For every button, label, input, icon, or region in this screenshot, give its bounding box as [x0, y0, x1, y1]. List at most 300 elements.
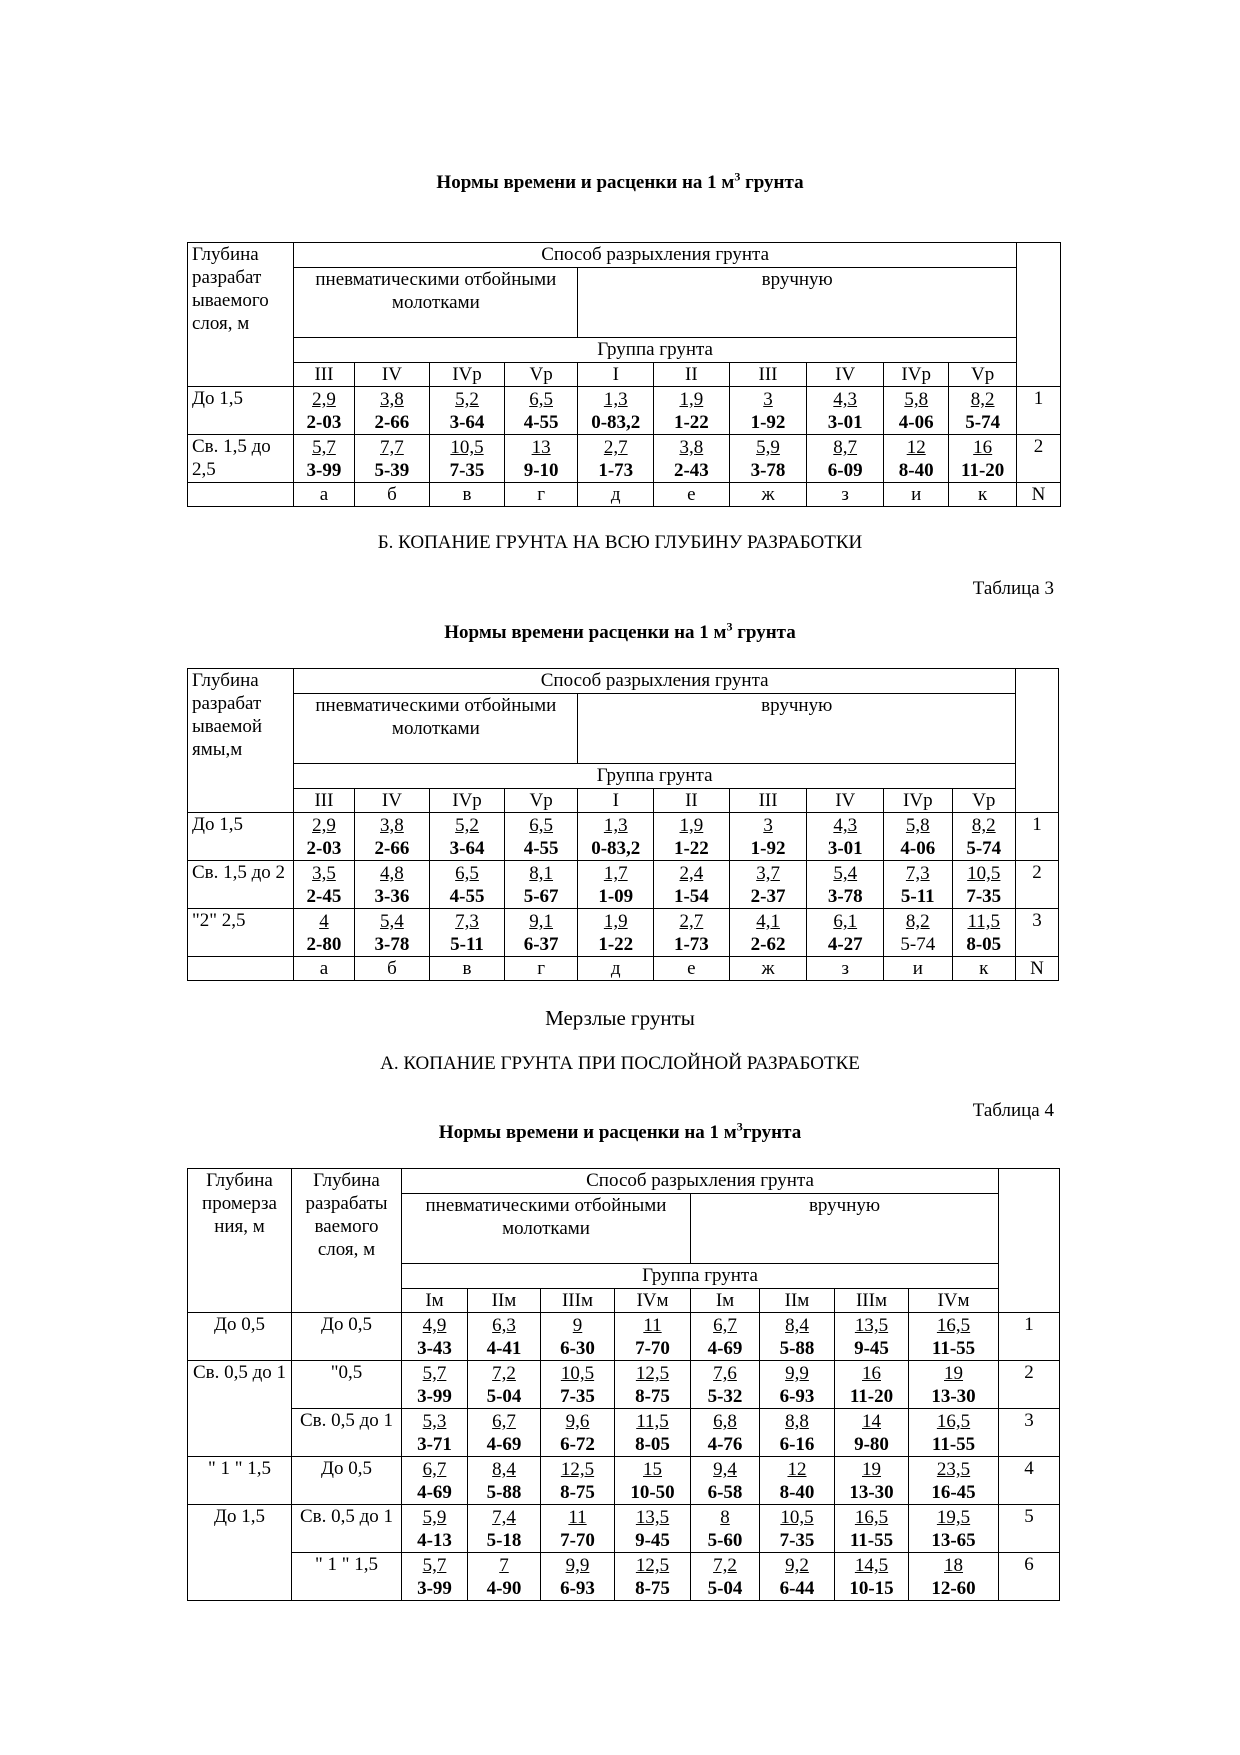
rate: 8-75 [560, 1482, 595, 1503]
rate: 6-93 [779, 1386, 815, 1407]
norm-time: 3 [763, 389, 773, 410]
value-cell [691, 1553, 760, 1601]
rate: 1-22 [673, 412, 709, 433]
rate: 3-64 [449, 412, 485, 433]
rate: 6-93 [560, 1578, 595, 1599]
soil-group-4: IVм [615, 1289, 691, 1313]
rate: 1-22 [673, 838, 709, 859]
norm-time: 5,7 [422, 1363, 447, 1384]
method-header: Способ разрыхления грунта [402, 1169, 999, 1194]
row-label: До 1,5 [188, 387, 294, 435]
norm-time: 4,3 [833, 389, 858, 410]
soil-group-2: IIм [468, 1289, 541, 1313]
rate: 5-32 [707, 1386, 743, 1407]
value-cell [691, 1313, 760, 1361]
value-cell [729, 861, 807, 909]
value-cell [884, 387, 949, 435]
norm-time: 4,9 [422, 1315, 447, 1336]
norm-time: 6,5 [529, 389, 553, 410]
rate: 6-72 [560, 1434, 595, 1455]
value-cell [294, 861, 354, 909]
pneumatic-header: пневматическими отбойными молотками [294, 268, 578, 338]
layer-depth: Св. 0,5 до 1 [292, 1409, 402, 1457]
soil-group-1: Iм [402, 1289, 468, 1313]
rate: 9-45 [635, 1530, 670, 1551]
soil-group-8: IVм [909, 1289, 999, 1313]
rate: 1-73 [673, 934, 709, 955]
table-row [188, 1313, 1060, 1361]
table-row [188, 1409, 1060, 1457]
table-row [188, 1361, 1060, 1409]
norm-time: 1,9 [679, 389, 704, 410]
norm-time: 10,5 [967, 863, 1001, 884]
norm-time: 16,5 [936, 1411, 971, 1432]
layer-depth: " 1 " 1,5 [292, 1553, 402, 1601]
column-letter: е [654, 957, 730, 981]
value-cell [468, 1553, 541, 1601]
rate: 1-92 [750, 412, 786, 433]
norm-time: 6,5 [455, 863, 479, 884]
table-row [188, 861, 1059, 909]
row-label: Св. 1,5 до 2 [188, 861, 294, 909]
value-cell [835, 1313, 909, 1361]
norm-time: 3,5 [312, 863, 336, 884]
value-cell [835, 1409, 909, 1457]
rate: 2-37 [750, 886, 786, 907]
value-cell [729, 813, 807, 861]
norms-table-2 [187, 242, 1061, 507]
value-cell [402, 1361, 468, 1409]
norm-time: 5,8 [904, 389, 929, 410]
pneumatic-header: пневматическими отбойными молотками [402, 1194, 691, 1264]
norm-time: 9,6 [565, 1411, 590, 1432]
column-letter: а [294, 483, 354, 507]
value-cell [952, 909, 1015, 957]
norm-time: 3,8 [380, 815, 404, 836]
value-cell [402, 1409, 468, 1457]
rate: 4-90 [486, 1578, 522, 1599]
rate: 4-06 [898, 412, 934, 433]
row-number: 1 [1016, 813, 1059, 861]
freeze-depth: " 1 " 1,5 [188, 1457, 292, 1505]
rate: 5-88 [486, 1482, 522, 1503]
value-cell [430, 387, 505, 435]
column-letter: и [884, 483, 949, 507]
value-cell [578, 909, 654, 957]
column-letter: а [294, 957, 354, 981]
value-cell [615, 1409, 691, 1457]
value-cell [541, 1361, 615, 1409]
value-cell [468, 1361, 541, 1409]
value-cell [835, 1553, 909, 1601]
manual-header: вручную [578, 694, 1016, 764]
norm-time: 5,3 [422, 1411, 447, 1432]
value-cell [615, 1457, 691, 1505]
table4-label: Таблица 4 [972, 1100, 1054, 1121]
norm-time: 1,3 [603, 815, 628, 836]
rate: 13-65 [931, 1530, 976, 1551]
value-cell [729, 435, 807, 483]
rate: 7-70 [560, 1530, 595, 1551]
value-cell [654, 909, 730, 957]
rate: 11-20 [961, 460, 1005, 481]
rate: 7-35 [449, 460, 485, 481]
column-letter: ж [729, 483, 807, 507]
rate: 4-55 [523, 838, 559, 859]
pneumatic-header: пневматическими отбойными молотками [294, 694, 578, 764]
value-cell [468, 1313, 541, 1361]
manual-header: вручную [691, 1194, 999, 1264]
value-cell [835, 1457, 909, 1505]
value-cell [430, 861, 505, 909]
table-row [188, 387, 1061, 435]
rate: 5-04 [486, 1386, 522, 1407]
rate: 3-36 [374, 886, 410, 907]
row-label: "2" 2,5 [188, 909, 294, 957]
soil-group-7: IIIм [835, 1289, 909, 1313]
column-letter: б [354, 957, 430, 981]
norm-time: 1,9 [679, 815, 704, 836]
value-cell [909, 1457, 999, 1505]
norm-time: 9,9 [785, 1363, 809, 1384]
value-cell [807, 909, 884, 957]
soil-group-5: I [578, 789, 654, 813]
table-row [188, 435, 1061, 483]
norm-time: 11 [643, 1315, 662, 1336]
norm-time: 8,2 [971, 815, 996, 836]
value-cell [354, 909, 430, 957]
value-cell [949, 435, 1017, 483]
n-label: N [1016, 483, 1060, 507]
soil-group-6: IIм [760, 1289, 835, 1313]
rate: 1-22 [598, 934, 634, 955]
rate: 5-74 [900, 934, 936, 955]
value-cell [468, 1505, 541, 1553]
norm-time: 12,5 [635, 1363, 670, 1384]
soil-group-8: IV [807, 789, 884, 813]
soil-group-1: III [294, 789, 354, 813]
norm-time: 8,7 [833, 437, 858, 458]
table-row [188, 813, 1059, 861]
value-cell [654, 861, 730, 909]
norm-time: 7 [499, 1555, 509, 1576]
value-cell [504, 435, 578, 483]
n-header-blank [999, 1169, 1060, 1313]
rate: 3-99 [417, 1386, 452, 1407]
value-cell [760, 1409, 835, 1457]
value-cell [430, 813, 505, 861]
value-cell [578, 861, 654, 909]
norm-time: 12 [787, 1459, 807, 1480]
norm-time: 7,2 [713, 1555, 737, 1576]
value-cell [691, 1409, 760, 1457]
value-cell [468, 1457, 541, 1505]
norm-time: 2,7 [679, 911, 704, 932]
column-letter: г [504, 483, 578, 507]
value-cell [760, 1361, 835, 1409]
value-cell [541, 1409, 615, 1457]
rate: 6-44 [779, 1578, 815, 1599]
rate: 7-70 [635, 1338, 670, 1359]
norm-time: 19 [862, 1459, 881, 1480]
value-cell [691, 1505, 760, 1553]
rate: 5-60 [707, 1530, 743, 1551]
norm-time: 19,5 [936, 1507, 971, 1528]
value-cell [807, 861, 884, 909]
rate: 4-55 [449, 886, 485, 907]
norm-time: 10,5 [450, 437, 484, 458]
row-number: 3 [999, 1409, 1060, 1457]
n-label: N [1016, 957, 1059, 981]
norm-time: 10,5 [560, 1363, 595, 1384]
rate: 6-16 [779, 1434, 815, 1455]
value-cell [541, 1457, 615, 1505]
value-cell [468, 1409, 541, 1457]
rate: 4-27 [827, 934, 863, 955]
column-letter: г [504, 957, 578, 981]
norm-time: 4,1 [756, 911, 780, 932]
norm-time: 5,2 [455, 815, 479, 836]
column-letter: к [949, 483, 1017, 507]
soil-group-5: I [578, 363, 654, 387]
depth-header: Глубина разрабат ываемого слоя, м [188, 243, 294, 387]
norms-table-4 [187, 1168, 1060, 1601]
column-letter: д [578, 957, 654, 981]
rate: 6-09 [827, 460, 863, 481]
norm-time: 6,7 [492, 1411, 516, 1432]
rate: 11-20 [849, 1386, 894, 1407]
norm-time: 8,2 [905, 911, 930, 932]
norm-time: 2,4 [679, 863, 704, 884]
value-cell [909, 1361, 999, 1409]
value-cell [294, 435, 354, 483]
value-cell [354, 435, 430, 483]
n-header-blank [1016, 243, 1060, 387]
soil-group-2: IV [354, 789, 430, 813]
norm-time: 8,2 [970, 389, 995, 410]
rate: 10-50 [630, 1482, 675, 1503]
value-cell [541, 1553, 615, 1601]
soil-group-2: IV [354, 363, 430, 387]
rate: 4-06 [900, 838, 936, 859]
norm-time: 3,8 [679, 437, 704, 458]
value-cell [354, 387, 430, 435]
rate: 5-74 [966, 838, 1002, 859]
norm-time: 5,7 [312, 437, 336, 458]
rate: 3-78 [374, 934, 410, 955]
norm-time: 16,5 [936, 1315, 971, 1336]
value-cell [354, 813, 430, 861]
value-cell [884, 813, 952, 861]
norm-time: 10,5 [780, 1507, 814, 1528]
norm-time: 5,8 [905, 815, 930, 836]
rate: 1-09 [598, 886, 634, 907]
norm-time: 1,9 [603, 911, 628, 932]
norm-time: 11,5 [967, 911, 1001, 932]
rate: 3-99 [417, 1578, 452, 1599]
norm-time: 8 [720, 1507, 730, 1528]
section-a-heading: А. КОПАНИЕ ГРУНТА ПРИ ПОСЛОЙНОЙ РАЗРАБОТКЕ [380, 1053, 860, 1074]
rate: 9-80 [854, 1434, 889, 1455]
rate: 1-92 [750, 838, 786, 859]
norm-time: 5,7 [422, 1555, 447, 1576]
norm-time: 7,3 [455, 911, 479, 932]
value-cell [654, 813, 730, 861]
norm-time: 15 [643, 1459, 662, 1480]
rate: 2-80 [306, 934, 342, 955]
rate: 5-11 [450, 934, 484, 955]
norm-time: 16 [862, 1363, 881, 1384]
soil-group-4: Vр [504, 789, 578, 813]
rate: 13-30 [931, 1386, 976, 1407]
rate: 2-66 [374, 412, 410, 433]
norm-time: 13,5 [635, 1507, 670, 1528]
rate: 8-40 [898, 460, 934, 481]
norm-time: 8,4 [785, 1315, 809, 1336]
freeze-depth-header: Глубина промерза ния, м [188, 1169, 292, 1313]
value-cell [952, 861, 1015, 909]
rate: 5-39 [374, 460, 410, 481]
norm-time: 8,4 [492, 1459, 516, 1480]
norm-time: 7,3 [905, 863, 930, 884]
value-cell [294, 813, 354, 861]
rate: 2-66 [374, 838, 410, 859]
rate: 1-73 [598, 460, 634, 481]
rate: 3-01 [827, 412, 863, 433]
table-row [188, 1505, 1060, 1553]
layer-depth-header: Глубина разрабаты ваемого слоя, м [292, 1169, 402, 1313]
rate: 7-35 [560, 1386, 595, 1407]
table-row [188, 1553, 1060, 1601]
value-cell [354, 861, 430, 909]
layer-depth: Св. 0,5 до 1 [292, 1505, 402, 1553]
norm-time: 6,7 [422, 1459, 447, 1480]
group-header: Группа грунта [294, 338, 1017, 363]
rate: 2-03 [306, 838, 342, 859]
rate: 7-35 [966, 886, 1002, 907]
layer-depth: До 0,5 [292, 1313, 402, 1361]
value-cell [578, 435, 654, 483]
soil-group-4: Vр [504, 363, 578, 387]
value-cell [909, 1409, 999, 1457]
rate: 11-55 [931, 1338, 976, 1359]
value-cell [884, 909, 952, 957]
rate: 1-54 [673, 886, 709, 907]
soil-group-10: Vр [952, 789, 1015, 813]
row-number: 1 [1016, 387, 1060, 435]
row-label: До 1,5 [188, 813, 294, 861]
freeze-depth: Св. 0,5 до 1 [188, 1361, 292, 1457]
rate: 11-55 [849, 1530, 894, 1551]
norm-time: 14 [862, 1411, 881, 1432]
group-header: Группа грунта [294, 764, 1016, 789]
rate: 3-43 [417, 1338, 452, 1359]
value-cell [835, 1361, 909, 1409]
norm-time: 3,7 [756, 863, 780, 884]
rate: 16-45 [931, 1482, 976, 1503]
rate: 12-60 [931, 1578, 976, 1599]
norm-time: 19 [944, 1363, 964, 1384]
rate: 2-03 [306, 412, 342, 433]
value-cell [909, 1505, 999, 1553]
value-cell [430, 435, 505, 483]
table4-title: Нормы времени и расценки на 1 $м^3грунта$ [438, 1119, 802, 1143]
norm-time: 2,7 [603, 437, 628, 458]
rate: 11-55 [931, 1434, 976, 1455]
norm-time: 9,4 [713, 1459, 737, 1480]
value-cell [504, 861, 578, 909]
rate: 9-10 [523, 460, 559, 481]
rate: 4-69 [417, 1482, 452, 1503]
method-header: Способ разрыхления грунта [294, 243, 1017, 268]
soil-group-6: II [654, 789, 730, 813]
norm-time: 18 [944, 1555, 964, 1576]
value-cell [615, 1505, 691, 1553]
column-letter: е [654, 483, 730, 507]
layer-depth: "0,5 [292, 1361, 402, 1409]
rate: 4-55 [523, 412, 559, 433]
norm-time: 3 [763, 815, 773, 836]
soil-group-5: Iм [691, 1289, 760, 1313]
row-number: 3 [1016, 909, 1059, 957]
rate: 5-67 [523, 886, 559, 907]
norm-time: 5,4 [380, 911, 404, 932]
norm-time: 12,5 [635, 1555, 670, 1576]
soil-group-10: Vр [949, 363, 1017, 387]
norm-time: 9,9 [565, 1555, 590, 1576]
row-number: 6 [999, 1553, 1060, 1601]
soil-group-1: III [294, 363, 354, 387]
table2-title: Нормы времени и расценки на 1 $м^3$ грунта [436, 169, 804, 193]
depth-header: Глубина разрабат ываемой ямы,м [188, 669, 294, 813]
rate: 4-76 [707, 1434, 743, 1455]
rate: 3-99 [306, 460, 342, 481]
rate: 9-45 [854, 1338, 889, 1359]
soil-group-7: III [729, 363, 807, 387]
group-header: Группа грунта [402, 1264, 999, 1289]
value-cell [615, 1313, 691, 1361]
value-cell [430, 909, 505, 957]
rate: 5-11 [900, 886, 935, 907]
norm-time: 3,8 [380, 389, 404, 410]
value-cell [654, 435, 730, 483]
soil-group-9: IVр [884, 363, 949, 387]
soil-group-3: IIIм [541, 1289, 615, 1313]
norm-time: 4 [319, 911, 329, 932]
norm-time: 5,4 [833, 863, 858, 884]
rate: 5-04 [707, 1578, 743, 1599]
norm-time: 7,7 [380, 437, 404, 458]
rate: 13-30 [849, 1482, 894, 1503]
norm-time: 2,9 [312, 815, 336, 836]
value-cell [541, 1313, 615, 1361]
value-cell [949, 387, 1017, 435]
norm-time: 4,3 [833, 815, 858, 836]
value-cell [884, 435, 949, 483]
value-cell [909, 1313, 999, 1361]
norm-time: 1,7 [603, 863, 628, 884]
norm-time: 11,5 [636, 1411, 669, 1432]
rate: 5-18 [486, 1530, 522, 1551]
norm-time: 12 [906, 437, 926, 458]
value-cell [807, 387, 884, 435]
norm-time: 6,8 [713, 1411, 737, 1432]
rate: 4-13 [417, 1530, 452, 1551]
soil-group-3: IVр [430, 789, 505, 813]
rate: 4-41 [486, 1338, 522, 1359]
rate: 8-05 [966, 934, 1002, 955]
norm-time: 2,9 [312, 389, 336, 410]
